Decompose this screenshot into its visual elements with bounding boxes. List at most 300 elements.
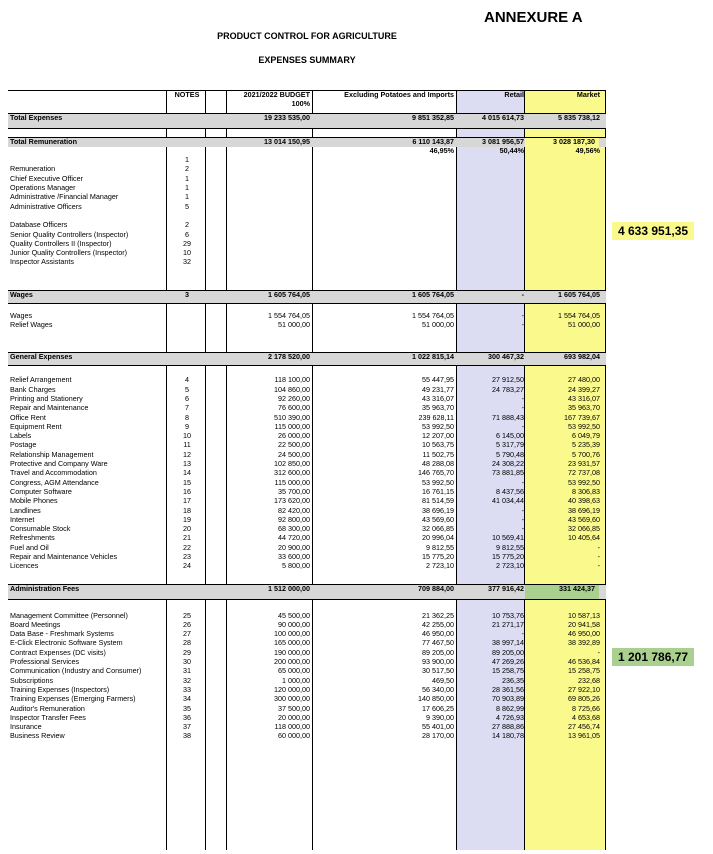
cell-market: 10 405,64 [568,534,600,543]
spacer [8,366,606,376]
cell-retail: - [521,311,524,320]
cell-retail: 15 775,20 [492,552,524,561]
spacer [8,268,606,290]
cell-retail: 236,35 [502,676,524,685]
cell-name: Relief Wages [10,321,53,330]
cell-notes: 1 [185,193,189,202]
cell-budget: 100 000,00 [274,630,310,639]
cell-market: 49,56% [575,146,600,155]
cell-market: 1 554 764,05 [558,311,600,320]
cell-name: Insurance [10,723,42,732]
cell-retail: 10 569,41 [492,534,524,543]
cell-notes: 7 [185,404,189,413]
cell-budget: 104 860,00 [274,385,310,394]
cell-excl: 51 000,00 [422,321,454,330]
cell-market: 5 835 738,12 [558,113,600,122]
cell-notes: 9 [185,422,189,431]
cell-notes: 17 [183,497,191,506]
cell-retail: 71 888,43 [492,413,524,422]
cell-budget: 5 800,00 [282,562,310,571]
admin-item [8,714,606,723]
cell-name: Relationship Management [10,450,94,459]
general-item [8,525,606,534]
cell-excl: 28 170,00 [422,732,454,741]
cell-market: 53 992,50 [568,478,600,487]
general-item [8,423,606,432]
admin-item [8,723,606,732]
cell-excl: Excluding Potatoes and Imports [344,91,454,99]
cell-excl: 10 563,75 [422,441,454,450]
cell-notes: 19 [183,515,191,524]
cell-notes: 12 [183,450,191,459]
cell-budget: 92 800,00 [278,515,310,524]
cell-name: Computer Software [10,487,72,496]
cell-market: - [597,562,600,571]
cell-name: Congress, AGM Attendance [10,478,99,487]
cell-retail: 21 271,17 [492,620,524,629]
cell-notes: 2 [185,221,189,230]
cell-name: Operations Manager [10,184,76,193]
admin-item [8,667,606,676]
cell-budget: 1 554 764,05 [268,311,310,320]
general-item [8,460,606,469]
general-item [8,376,606,385]
cell-budget: 22 500,00 [278,441,310,450]
cell-budget: 1 512 000,00 [268,584,310,593]
cell-excl: 9 390,00 [426,713,454,722]
cell-notes: 5 [185,202,189,211]
general-item [8,404,606,413]
cell-name: Inspector Transfer Fees [10,713,86,722]
cell-name: Administrative /Financial Manager [10,193,119,202]
cell-budget: 120 000,00 [274,685,310,694]
cell-budget: 24 500,00 [278,450,310,459]
remuneration-item [8,231,606,240]
spacer [8,304,606,312]
cell-market: 4 653,68 [572,713,600,722]
cell-budget: 1 000,00 [282,676,310,685]
cell-retail: 2 723,10 [496,562,524,571]
cell-excl: 89 205,00 [422,648,454,657]
remuneration-item [8,212,606,221]
cell-market: 40 398,63 [568,497,600,506]
cell-name: Repair and Maintenance [10,404,89,413]
cell-name: Internet [10,515,35,524]
cell-retail: 6 145,00 [496,432,524,441]
cell-budget: 37 500,00 [278,704,310,713]
cell-budget: 26 000,00 [278,432,310,441]
cell-market: - [597,543,600,552]
cell-budget: 19 233 535,00 [264,113,310,122]
cell-market: 69 805,26 [568,695,600,704]
cell-excl: 46 950,00 [422,630,454,639]
cell-notes: 8 [185,413,189,422]
admin-total-row [8,584,606,600]
cell-market: 27 456,74 [568,723,600,732]
cell-excl: 2 723,10 [426,562,454,571]
remuneration-item [8,184,606,193]
cell-name: Subscriptions [10,676,54,685]
cell-excl: 21 362,25 [422,611,454,620]
cell-notes: 15 [183,478,191,487]
cell-notes: NOTES [174,91,200,99]
cell-excl: 15 775,20 [422,552,454,561]
general-item [8,497,606,506]
cell-notes: 26 [183,620,191,629]
cell-market: 1 605 764,05 [558,290,600,299]
general-item [8,414,606,423]
cell-market: 15 258,75 [568,667,600,676]
cell-market: - [597,552,600,561]
cell-notes: 6 [185,394,189,403]
cell-budget: 115 000,00 [274,478,310,487]
cell-market: 20 941,58 [568,620,600,629]
general-item [8,562,606,571]
cell-retail: 38 997,14 [492,639,524,648]
remuneration-item [8,203,606,212]
cell-market: 46 950,00 [568,630,600,639]
cell-excl: 1 554 764,05 [412,311,454,320]
cell-excl: 48 288,08 [422,460,454,469]
cell-excl: 1 022 815,14 [412,353,454,362]
cell-retail: 15 258,75 [492,667,524,676]
cell-notes: 29 [183,239,191,248]
remuneration-pct-row [8,147,606,156]
admin-item [8,677,606,686]
cell-excl: 146 765,70 [418,469,454,478]
remuneration-item [8,249,606,258]
cell-notes: 21 [183,534,191,543]
cell-budget: 44 720,00 [278,534,310,543]
cell-name: Printing and Stationery [10,394,83,403]
spacer [8,572,606,584]
cell-excl: 56 340,00 [422,685,454,694]
cell-notes: 22 [183,543,191,552]
cell-excl: 30 517,50 [422,667,454,676]
cell-market: 27 922,10 [568,685,600,694]
cell-name: Professional Services [10,658,80,667]
cell-retail: 300 467,32 [488,353,524,362]
cell-retail: - [521,506,524,515]
cell-market: 27 480,00 [568,376,600,385]
cell-name: General Expenses [10,353,73,362]
cell-name: Fuel and Oil [10,543,49,552]
cell-budget: 2 178 520,00 [268,353,310,362]
cell-retail: - [521,515,524,524]
header-pct-row [8,100,606,109]
cell-name: Postage [10,441,37,450]
cell-retail: 70 903,89 [492,695,524,704]
cell-excl: 81 514,59 [422,497,454,506]
cell-excl: 11 502,75 [422,450,454,459]
cell-name: Labels [10,432,32,441]
annexure-title: ANNEXURE A [484,9,583,26]
cell-retail: 14 180,78 [492,732,524,741]
cell-excl: 140 850,00 [418,695,454,704]
cell-excl: 469,50 [432,676,454,685]
cell-market: 43 316,07 [568,394,600,403]
cell-name: Wages [10,311,33,320]
cell-budget: 68 300,00 [278,525,310,534]
section-title: EXPENSES SUMMARY [258,55,356,65]
cell-budget: 20 900,00 [278,543,310,552]
cell-budget: 45 500,00 [278,611,310,620]
general-item [8,507,606,516]
cell-notes: 20 [183,525,191,534]
cell-budget: 13 014 150,95 [264,137,310,146]
cell-retail: 4 726,93 [496,713,524,722]
general-item [8,544,606,553]
general-item [8,534,606,543]
cell-name: Board Meetings [10,620,61,629]
cell-name: Office Rent [10,413,46,422]
cell-budget: 65 000,00 [278,667,310,676]
cell-excl: 6 110 143,87 [412,137,454,146]
cell-retail: - [521,394,524,403]
doc-subtitle: PRODUCT CONTROL FOR AGRICULTURE [217,31,397,41]
cell-notes: 25 [183,611,191,620]
cell-name: Data Base - Freshmark Systems [10,630,114,639]
cell-market: Market [576,91,600,99]
cell-retail: 47 269,26 [492,658,524,667]
cell-retail: 5 790,48 [496,450,524,459]
wages-item [8,321,606,330]
cell-market: 35 963,70 [568,404,600,413]
cell-name: Travel and Accommodation [10,469,97,478]
cell-retail: 9 812,55 [496,543,524,552]
cell-retail: 4 015 614,73 [482,113,524,122]
cell-excl: 20 996,04 [422,534,454,543]
wages-item [8,312,606,321]
admin-item [8,639,606,648]
general-item [8,553,606,562]
cell-retail: 377 916,42 [488,584,524,593]
cell-budget: 165 000,00 [274,639,310,648]
cell-notes: 11 [183,441,191,450]
cell-notes: 38 [183,732,191,741]
cell-excl: 1 605 764,05 [412,290,454,299]
cell-name: Relief Arrangement [10,376,72,385]
cell-notes: 30 [183,658,191,667]
cell-notes: 1 [185,184,189,193]
cell-notes: 10 [183,249,191,258]
admin-item [8,649,606,658]
cell-budget: 2021/2022 BUDGET [243,91,310,99]
cell-retail: - [521,630,524,639]
cell-budget: 92 260,00 [278,394,310,403]
wages-total-row [8,290,606,304]
remuneration-item [8,240,606,249]
remuneration-item [8,221,606,230]
cell-notes: 32 [183,676,191,685]
cell-excl: 35 963,70 [422,404,454,413]
cell-retail: 8 862,99 [496,704,524,713]
cell-notes: 37 [183,723,191,732]
cell-notes: 36 [183,713,191,722]
cell-name: Auditor's Remuneration [10,704,85,713]
cell-budget: 190 000,00 [274,648,310,657]
cell-name: Contract Expenses (DC visits) [10,648,106,657]
cell-name: Landlines [10,506,41,515]
general-item [8,432,606,441]
cell-name: Junior Quality Controllers (Inspector) [10,249,128,258]
cell-retail: 5 317,79 [496,441,524,450]
cell-budget: 118 000,00 [274,723,310,732]
cell-notes: 34 [183,695,191,704]
cell-notes: 24 [183,562,191,571]
cell-name: Repair and Maintenance Vehicles [10,552,118,561]
spacer [8,600,606,612]
cell-budget: 300 000,00 [274,695,310,704]
admin-item [8,612,606,621]
cell-excl: 55 401,00 [422,723,454,732]
cell-retail: 27 912,50 [492,376,524,385]
cell-market: 167 739,67 [564,413,600,422]
cell-name: Mobile Phones [10,497,58,506]
cell-notes: 6 [185,230,189,239]
cell-name: Senior Quality Controllers (Inspector) [10,230,129,239]
cell-market: 24 399,27 [568,385,600,394]
general-item [8,386,606,395]
cell-market: 53 992,50 [568,422,600,431]
cell-market: 10 587,13 [568,611,600,620]
cell-budget: 33 600,00 [278,552,310,561]
general-item [8,469,606,478]
cell-budget: 173 620,00 [274,497,310,506]
cell-notes: 33 [183,685,191,694]
cell-budget: 118 100,00 [274,376,310,385]
side-total-remuneration: 4 633 951,35 [612,222,694,240]
cell-excl: 93 900,00 [422,658,454,667]
cell-retail: - [521,478,524,487]
cell-name: E-Click Electronic Software System [10,639,123,648]
cell-name: Quality Controllers II (Inspector) [10,239,112,248]
cell-retail: 27 888,86 [492,723,524,732]
admin-item [8,630,606,639]
cell-excl: 17 606,25 [422,704,454,713]
cell-budget: 20 000,00 [278,713,310,722]
header-row [8,90,606,100]
cell-retail: 50,44% [499,146,524,155]
cell-budget: 51 000,00 [278,321,310,330]
cell-notes: 14 [183,469,191,478]
cell-market: 8 306,83 [572,487,600,496]
general-item [8,441,606,450]
spacer [8,330,606,352]
cell-budget: 200 000,00 [274,658,310,667]
cell-name: Total Expenses [10,113,63,122]
cell-notes: 1 [185,156,189,165]
cell-name: Management Committee (Personnel) [10,611,128,620]
cell-name: Wages [10,290,33,299]
cell-market: 8 725,66 [572,704,600,713]
cell-notes: 31 [183,667,191,676]
cell-retail: 10 753,76 [492,611,524,620]
cell-name: Chief Executive Officer [10,174,83,183]
cell-retail: - [521,404,524,413]
cell-name: Licences [10,562,39,571]
cell-notes: 29 [183,648,191,657]
cell-name: Total Remuneration [10,137,77,146]
total-remuneration-row [8,137,606,147]
general-item [8,395,606,404]
cell-excl: 239 628,11 [418,413,454,422]
cell-excl: 53 992,50 [422,422,454,431]
expenses-table [8,90,606,742]
cell-excl: 32 066,85 [422,525,454,534]
cell-retail: 73 881,85 [492,469,524,478]
cell-market: 43 569,60 [568,515,600,524]
cell-excl: 16 761,15 [422,487,454,496]
cell-market: 38 392,89 [568,639,600,648]
remuneration-item [8,258,606,267]
admin-item [8,658,606,667]
cell-notes: 4 [185,376,189,385]
cell-retail: 24 783,27 [492,385,524,394]
cell-name: Training Expenses (Emerging Farmers) [10,695,136,704]
cell-budget: 35 700,00 [278,487,310,496]
cell-retail: Retail [504,91,524,99]
cell-budget: 60 000,00 [278,732,310,741]
cell-budget: 102 850,00 [274,460,310,469]
cell-retail: 41 034,44 [492,497,524,506]
cell-name: Refreshments [10,534,55,543]
cell-market: 331 424,37 [525,585,599,599]
cell-notes: 1 [185,174,189,183]
cell-notes: 32 [183,258,191,267]
cell-notes: 10 [183,432,191,441]
cell-budget: 82 420,00 [278,506,310,515]
cell-excl: 53 992,50 [422,478,454,487]
cell-notes: 28 [183,639,191,648]
cell-retail: 8 437,56 [496,487,524,496]
cell-budget: 100% [291,100,310,109]
cell-market: 46 536,84 [568,658,600,667]
total-expenses-row [8,113,606,129]
cell-notes: 27 [183,630,191,639]
cell-excl: 9 851 352,85 [412,113,454,122]
remuneration-item [8,156,606,165]
cell-retail: - [521,525,524,534]
remuneration-item [8,165,606,174]
cell-name: Equipment Rent [10,422,62,431]
cell-name: Administrative Officers [10,202,82,211]
cell-market: 232,68 [578,676,600,685]
cell-retail: 3 081 956,57 [482,137,524,146]
cell-name: Remuneration [10,165,56,174]
cell-name: Administration Fees [10,584,80,593]
cell-name: Protective and Company Ware [10,460,108,469]
cell-retail: 24 308,22 [492,460,524,469]
cell-name: Communication (Industry and Consumer) [10,667,142,676]
cell-market: 32 066,85 [568,525,600,534]
cell-budget: 312 600,00 [274,469,310,478]
cell-excl: 49 231,77 [422,385,454,394]
cell-market: 72 737,08 [568,469,600,478]
general-total-row [8,352,606,366]
admin-item [8,695,606,704]
cell-excl: 38 696,19 [422,506,454,515]
cell-notes: 13 [183,460,191,469]
cell-notes: 3 [185,290,189,299]
cell-excl: 55 447,95 [422,376,454,385]
admin-item [8,686,606,695]
cell-retail: - [521,321,524,330]
cell-name: Bank Charges [10,385,56,394]
admin-item [8,705,606,714]
cell-market: 3 028 187,30 [525,138,599,147]
cell-market: 5 700,76 [572,450,600,459]
